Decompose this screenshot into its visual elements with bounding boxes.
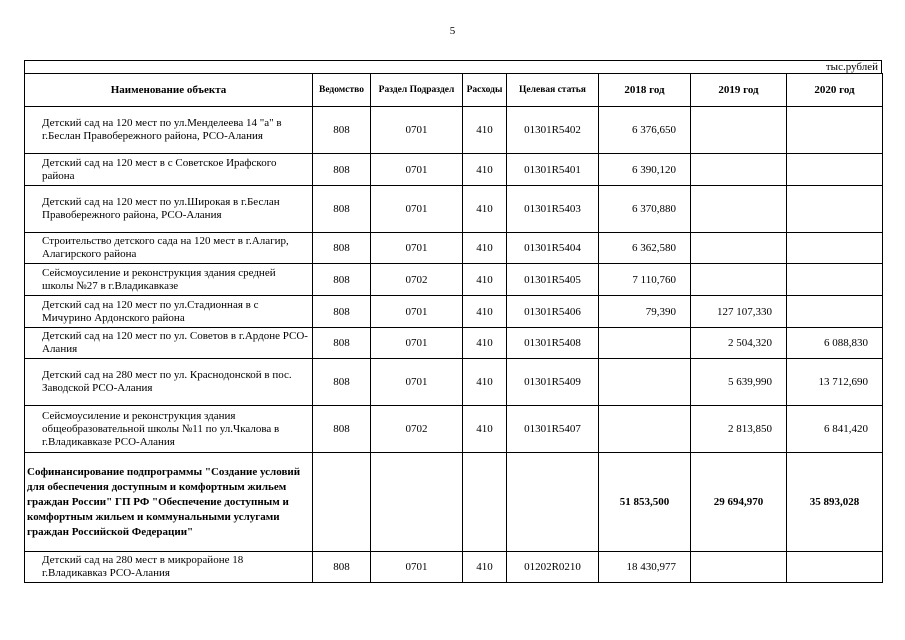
cell-2018 [599,406,691,453]
cell-2019: 5 639,990 [691,359,787,406]
page-number: 5 [449,25,456,37]
cell-2020: 6 088,830 [787,328,883,359]
cell-name: Детский сад на 120 мест в с Советское Ирафского района [25,154,313,186]
table-body [25,107,883,583]
cell-2020: 13 712,690 [787,359,883,406]
table-row [25,233,883,264]
cell-2019: 127 107,330 [691,296,787,328]
cell-name: Детский сад на 120 мест по ул.Менделеева 14 "а" в г.Беслан Правобережного района, РСО-Алания [25,107,313,154]
cell-expense: 410 [463,154,507,186]
cell-name: Детский сад на 280 мест по ул. Краснодонской в пос. Заводской РСО-Алания [25,359,313,406]
budget-table [24,73,883,583]
cell-2020 [787,154,883,186]
table-row [25,154,883,186]
cell-2019: 29 694,970 [691,453,787,552]
cell-2018: 6 370,880 [599,186,691,233]
cell-expense: 410 [463,328,507,359]
header-target: Целевая статья [507,74,599,107]
cell-target: 01202R0210 [507,552,599,583]
cell-2019 [691,186,787,233]
cell-2020 [787,264,883,296]
cell-2018: 7 110,760 [599,264,691,296]
cell-2020 [787,233,883,264]
cell-department: 808 [313,406,371,453]
cell-2018: 6 362,580 [599,233,691,264]
cell-2018: 18 430,977 [599,552,691,583]
cell-name: Детский сад на 120 мест по ул.Стадионная в с Мичурино Ардонского района [25,296,313,328]
header-name: Наименование объекта [25,74,313,107]
header-section: Раздел Подраздел [371,74,463,107]
table-row [25,359,883,406]
cell-section: 0701 [371,186,463,233]
cell-section: 0702 [371,264,463,296]
cell-target: 01301R5404 [507,233,599,264]
cell-section: 0701 [371,107,463,154]
cell-expense: 410 [463,186,507,233]
cell-2019 [691,154,787,186]
cell-section [371,453,463,552]
cell-2018 [599,328,691,359]
cell-expense: 410 [463,233,507,264]
cell-name: Детский сад на 280 мест в микрорайоне 18 г.Владикавказ РСО-Алания [25,552,313,583]
cell-section: 0701 [371,296,463,328]
cell-name: Детский сад на 120 мест по ул.Широкая в г.Беслан Правобережного района, РСО-Алания [25,186,313,233]
table-row [25,328,883,359]
cell-name: Сейсмоусиление и реконструкция здания общеобразовательной школы №11 по ул.Чкалова в г.Владикавказе РСО-Алания [25,406,313,453]
cell-department: 808 [313,552,371,583]
table-row [25,453,883,552]
cell-2020 [787,186,883,233]
cell-2020 [787,552,883,583]
cell-expense: 410 [463,406,507,453]
cell-target: 01301R5403 [507,186,599,233]
cell-2018: 6 390,120 [599,154,691,186]
header-2020: 2020 год [787,74,883,107]
header-row [25,74,883,107]
cell-department: 808 [313,107,371,154]
cell-section: 0702 [371,406,463,453]
cell-expense: 410 [463,107,507,154]
header-2018: 2018 год [599,74,691,107]
cell-department: 808 [313,186,371,233]
cell-target: 01301R5405 [507,264,599,296]
header-2019: 2019 год [691,74,787,107]
table-row [25,107,883,154]
cell-target [507,453,599,552]
cell-name: Софинансирование подпрограммы "Создание условий для обеспечения доступным и комфортным жильем граждан России" ГП РФ "Обеспечение доступным и комфортным жильем и коммунальными услугами граждан Российской Федерации" [25,453,313,552]
cell-section: 0701 [371,359,463,406]
cell-2020: 35 893,028 [787,453,883,552]
cell-expense: 410 [463,296,507,328]
cell-department: 808 [313,154,371,186]
cell-2018 [599,359,691,406]
cell-2018: 51 853,500 [599,453,691,552]
cell-department: 808 [313,296,371,328]
table-row [25,264,883,296]
table-row [25,186,883,233]
cell-2020 [787,107,883,154]
cell-2018: 79,390 [599,296,691,328]
cell-2018: 6 376,650 [599,107,691,154]
cell-department: 808 [313,328,371,359]
cell-section: 0701 [371,154,463,186]
cell-name: Детский сад на 120 мест по ул. Советов в г.Ардоне РСО-Алания [25,328,313,359]
cell-2019 [691,107,787,154]
cell-expense: 410 [463,552,507,583]
cell-section: 0701 [371,552,463,583]
cell-department: 808 [313,359,371,406]
cell-target: 01301R5402 [507,107,599,154]
cell-section: 0701 [371,233,463,264]
cell-department [313,453,371,552]
cell-section: 0701 [371,328,463,359]
cell-name: Строительство детского сада на 120 мест в г.Алагир, Алагирского района [25,233,313,264]
cell-target: 01301R5409 [507,359,599,406]
cell-2019: 2 504,320 [691,328,787,359]
cell-department: 808 [313,233,371,264]
cell-target: 01301R5406 [507,296,599,328]
header-expense: Расходы [463,74,507,107]
table-row [25,552,883,583]
units-label: тыс.рублей [24,60,882,74]
header-department: Ведомство [313,74,371,107]
cell-expense [463,453,507,552]
cell-2019 [691,552,787,583]
cell-expense: 410 [463,359,507,406]
cell-2020 [787,296,883,328]
cell-expense: 410 [463,264,507,296]
cell-target: 01301R5408 [507,328,599,359]
cell-target: 01301R5401 [507,154,599,186]
cell-2019: 2 813,850 [691,406,787,453]
cell-2020: 6 841,420 [787,406,883,453]
cell-department: 808 [313,264,371,296]
table-row [25,296,883,328]
cell-target: 01301R5407 [507,406,599,453]
cell-2019 [691,233,787,264]
table-row [25,406,883,453]
cell-name: Сейсмоусиление и реконструкция здания средней школы №27 в г.Владикавказе [25,264,313,296]
cell-2019 [691,264,787,296]
